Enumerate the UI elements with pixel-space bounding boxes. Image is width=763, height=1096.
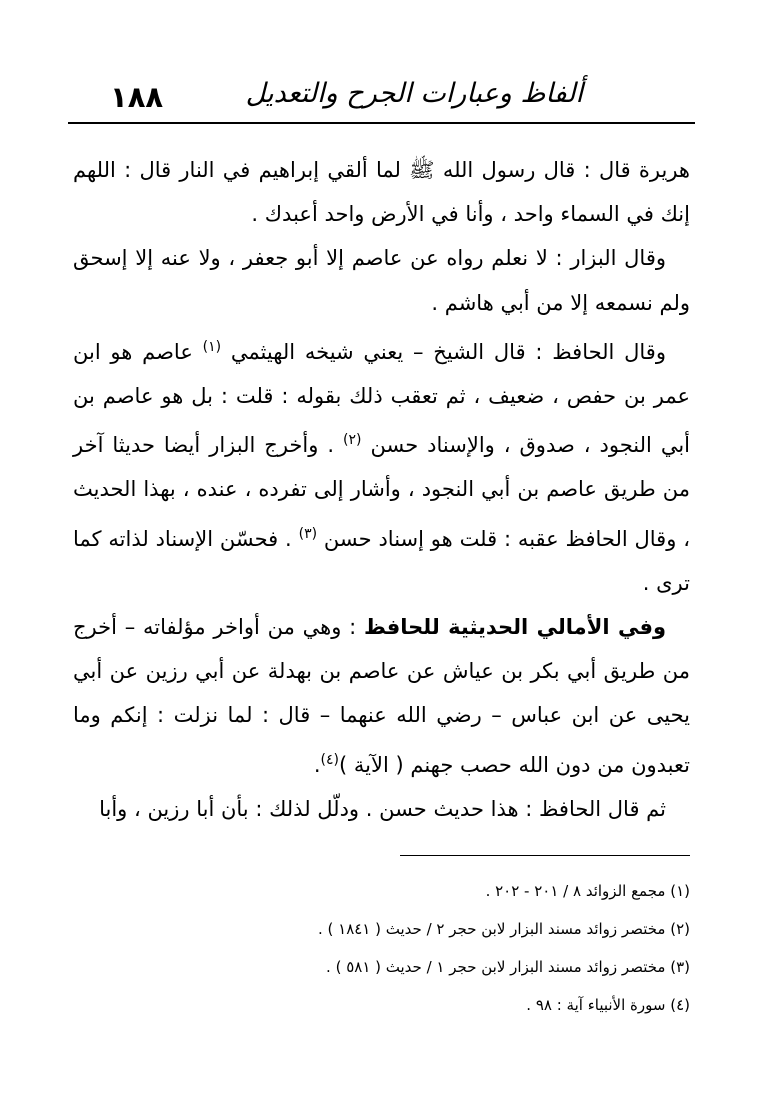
page-header <box>68 80 695 126</box>
running-title: ألفاظ وعبارات الجرح والتعديل <box>245 78 583 109</box>
paragraph-3-part-d: . فحسّن الإسناد لذاته كما ترى . <box>73 526 690 595</box>
footnote-ref-4: (٤) <box>320 751 340 768</box>
paragraph-3 <box>73 325 690 605</box>
main-text <box>73 148 690 831</box>
footnote-3: (٣) مختصر زوائد مسند البزار لابن حجر ١ / حديث ( ٥٨١ ) . <box>326 958 690 976</box>
paragraph-3-part-a: وقال الحافظ : قال الشيخ – يعني شيخه الهيثمي <box>230 339 666 364</box>
paragraph-2: وقال البزار : لا نعلم رواه عن عاصم إلا أبو جعفر ، ولا عنه إلا إسحق ولم نسمعه إلا من أبي هاشم . <box>73 246 690 315</box>
footnote-2: (٢) مختصر زوائد مسند البزار لابن حجر ٢ / حديث ( ١٨٤١ ) . <box>317 920 690 938</box>
footnote-4: (٤) سورة الأنبياء آية : ٩٨ . <box>526 996 690 1014</box>
paragraph-3-part-b: عاصم هو ابن عمر بن حفص ، ضعيف ، ثم تعقب ذلك بقوله : قلت : بل هو عاصم بن أبي النجود ، صدوق ، والإسناد حسن <box>73 339 690 458</box>
footnote-ref-2: (٢) <box>343 432 362 449</box>
header-rule <box>68 122 695 124</box>
paragraph-3-part-c: . وأخرج البزار أيضا حديثا آخر من طريق عاصم بن أبي النجود ، وأشار إلى تفرده ، عنده ، بهذا الحديث ، وقال الحافظ عقبه : قلت هو إسناد حسن <box>73 433 690 551</box>
paragraph-4-part-b: . <box>313 752 321 777</box>
paragraph-5: ثم قال الحافظ : هذا حديث حسن . ودلّل لذلك : بأن أبا رزين ، وأبا <box>99 796 666 821</box>
footnote-ref-1: (١) <box>202 338 222 355</box>
paragraph-1: هريرة قال : قال رسول الله ﷺ لما ألقي إبراهيم في النار قال : اللهم إنك في السماء واحد ، وأنا في الأرض واحد أعبدك . <box>73 158 690 227</box>
book-title-amali: وفي الأمالي الحديثية للحافظ <box>364 615 666 640</box>
footnote-rule <box>400 855 690 856</box>
page-number: ١٨٨ <box>110 80 164 114</box>
footnotes <box>73 872 690 1024</box>
footnote-1: (١) مجمع الزوائد ٨ / ٢٠١ - ٢٠٢ . <box>485 882 690 900</box>
paragraph-4-part-a: : وهي من أواخر مؤلفاته – أخرج من طريق أبي بكر بن عياش عن عاصم بن بهدلة عن أبي رزين عن أبي يحيى عن ابن عباس – رضي الله عنهما – قال : لما نزلت : إنكم وما تعبدون من دون الله حصب جهنم ( الآية ) <box>73 615 690 777</box>
paragraph-4 <box>73 605 690 787</box>
footnote-ref-3: (٣) <box>298 525 318 542</box>
